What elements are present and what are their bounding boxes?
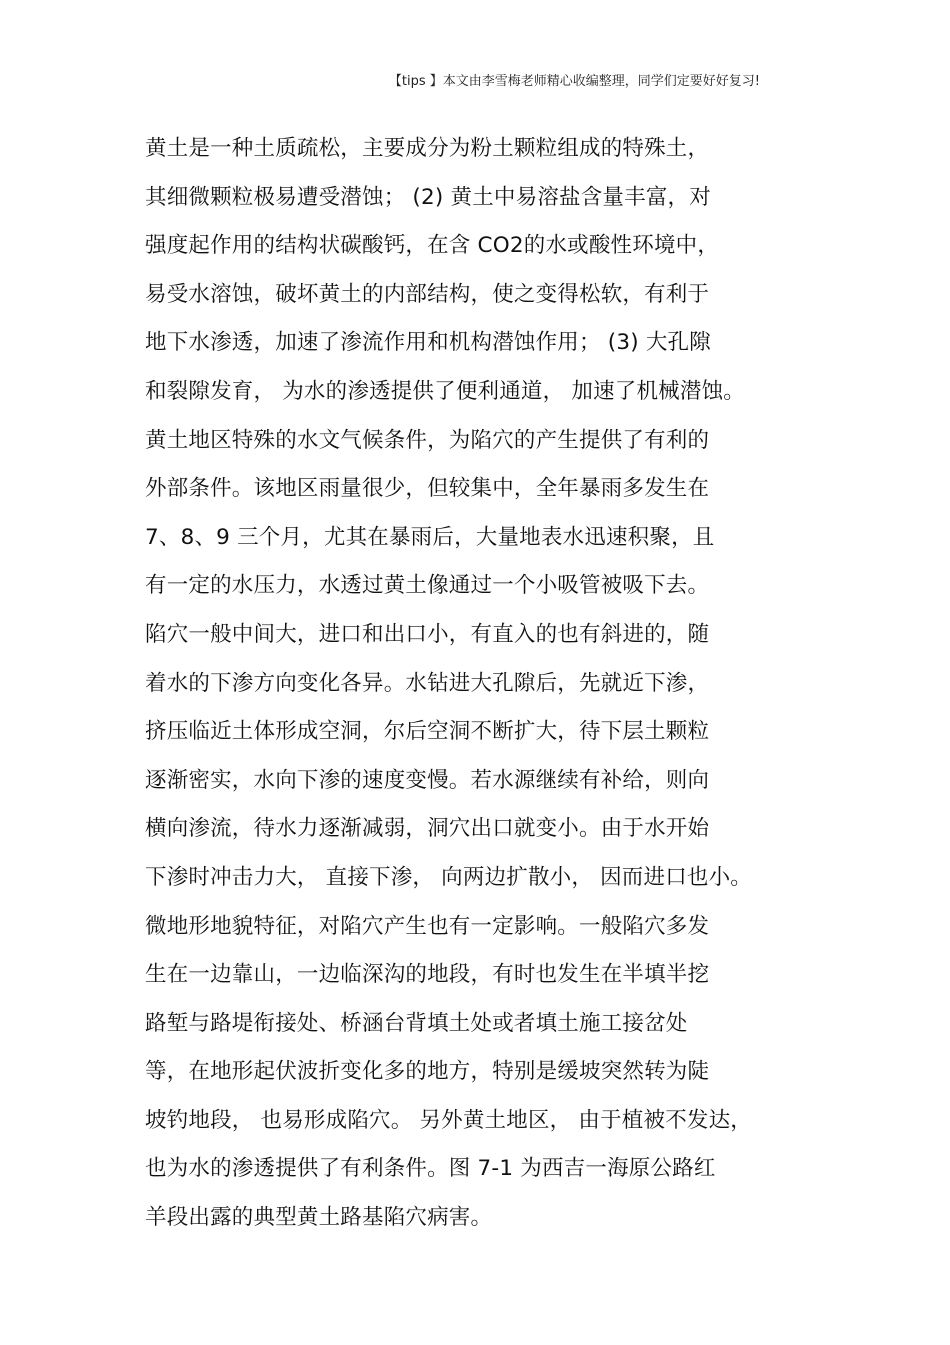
text-line: 生在一边靠山，一边临深沟的地段，有时也发生在半填半挖	[145, 962, 710, 988]
text-line: 外部条件。该地区雨量很少，但较集中，全年暴雨多发生在	[145, 476, 710, 502]
text-line: 挤压临近土体形成空洞，尔后空洞不断扩大，待下层土颗粒	[145, 719, 710, 745]
text-line: 着水的下渗方向变化各异。水钻进大孔隙后，先就近下渗，	[145, 670, 710, 696]
text-line: 羊段出露的典型黄土路基陷穴病害。	[145, 1205, 493, 1231]
text-line: 强度起作用的结构状碳酸钙，在含 CO2的水或酸性环境中，	[145, 233, 720, 259]
text-line: 黄土是一种土质疏松，主要成分为粉土颗粒组成的特殊土，	[145, 136, 710, 161]
text-line: 黄土地区特殊的水文气候条件，为陷穴的产生提供了有利的	[145, 427, 710, 453]
text-line: 其细微颗粒极易遭受潜蚀； (2) 黄土中易溶盐含量丰富，对	[145, 184, 711, 210]
text-line: 也为水的渗透提供了有利条件。图 7-1 为西吉一海原公路红	[145, 1156, 716, 1182]
text-line: 等，在地形起伏波折变化多的地方，特别是缓坡突然转为陡	[145, 1059, 710, 1085]
text-line: 坡钓地段， 也易形成陷穴。 另外黄土地区， 由于植被不发达，	[145, 1107, 753, 1133]
text-line: 易受水溶蚀，破坏黄土的内部结构，使之变得松软，有利于	[145, 281, 710, 307]
text-line: 下渗时冲击力大， 直接下渗， 向两边扩散小， 因而进口也小。	[145, 864, 753, 890]
text-line: 横向渗流，待水力逐渐减弱，洞穴出口就变小。由于水开始	[145, 816, 710, 842]
text-line: 微地形地貌特征，对陷穴产生也有一定影响。一般陷穴多发	[145, 913, 710, 939]
text-line: 逐渐密实，水向下渗的速度变慢。若水源继续有补给，则向	[145, 767, 710, 793]
text-line: 地下水渗透，加速了渗流作用和机构潜蚀作用； (3) 大孔隙	[145, 330, 711, 356]
text-line: 7、8、9 三个月，尤其在暴雨后，大量地表水迅速积聚，且	[145, 524, 715, 550]
text-line: 陷穴一般中间大，进口和出口小，有直入的也有斜进的，随	[145, 621, 710, 647]
text-line: 和裂隙发育， 为水的渗透提供了便利通道， 加速了机械潜蚀。	[145, 378, 745, 404]
header-tips-note: 【tips 】本文由李雪梅老师精心收编整理，同学们定要好好复习!	[388, 74, 760, 89]
text-line: 路堑与路堤衔接处、桥涵台背填土处或者填土施工接岔处	[145, 1010, 688, 1036]
text-line: 有一定的水压力，水透过黄土像通过一个小吸管被吸下去。	[145, 573, 710, 599]
body-paragraph	[145, 125, 805, 1243]
